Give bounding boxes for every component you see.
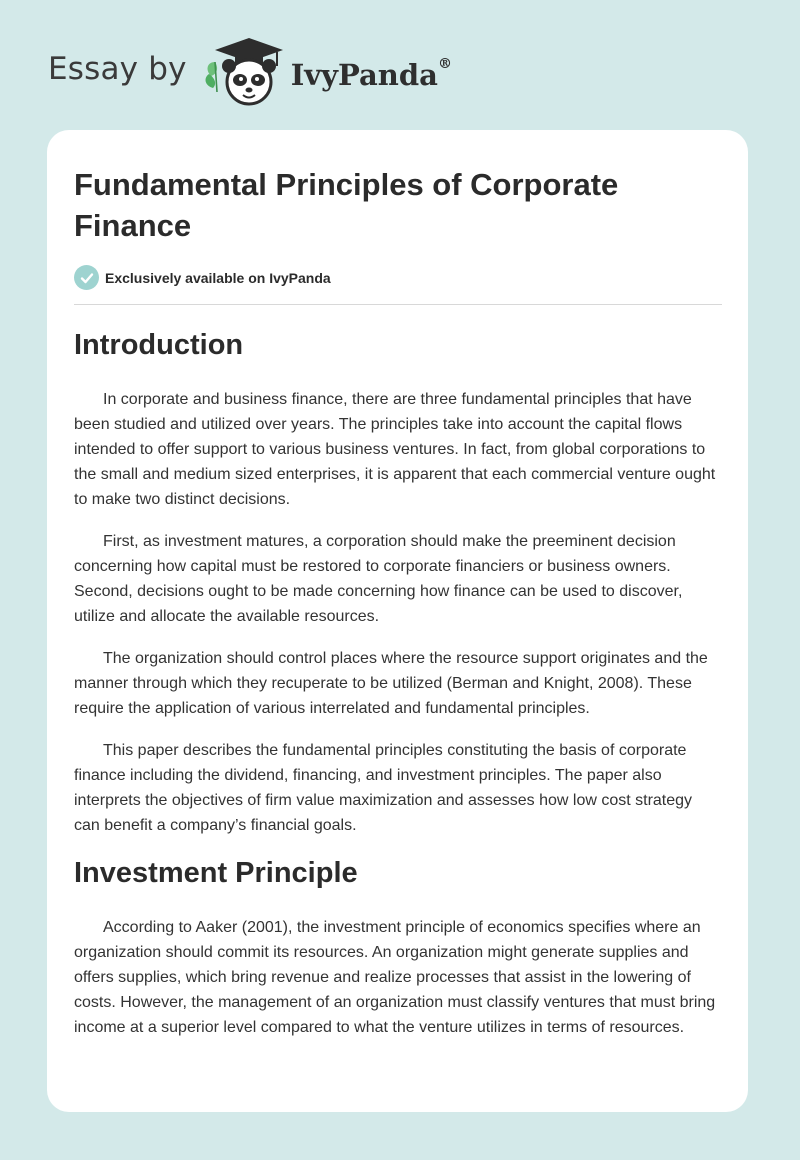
ivypanda-logo-icon — [201, 36, 287, 108]
paragraph: In corporate and business finance, there are three fundamental principles that have been studied and utilized over years. The principles take into account the capital flows intended to offer support to various business ventures. In fact, from global corporations to the small and medium sized enterprises, it is apparent that each commercial venture ought to make two distinct decisions. — [74, 391, 716, 508]
registered-mark: ® — [437, 56, 452, 72]
article-card — [47, 130, 748, 1112]
paragraph: According to Aaker (2001), the investment principle of economics specifies where an organization should commit its resources. An organization might generate supplies and offers supplies, which bring revenue and realize processes that assist in the lowering of costs. However, the management of an organization must classify ventures that must bring income at a superior level compared to what the venture utilizes in terms of resources. — [74, 919, 716, 1036]
brand-name — [291, 58, 452, 92]
essay-by-label: Essay by — [48, 51, 187, 87]
paragraph: First, as investment matures, a corporation should make the preeminent decision concerning how capital must be restored to corporate financiers or business owners. Second, decisions ought to be made concerning how finance can be used to discover, utilize and allocate the available resources. — [74, 533, 683, 625]
section-heading: Introduction — [74, 329, 244, 361]
exclusive-badge — [74, 265, 722, 305]
paragraph: This paper describes the fundamental principles constituting the basis of corporate finance including the dividend, financing, and investment principles. The paper also interprets the objectives of firm value maximization and assesses how low cost strategy can benefit a company’s financial goals. — [74, 742, 693, 834]
exclusive-label: Exclusively available on IvyPanda — [105, 269, 331, 286]
brand-text: IvyPanda — [290, 58, 438, 92]
section-heading: Investment Principle — [74, 857, 358, 889]
paragraph: The organization should control places where the resource support originates and the manner through which they recuperate to be utilized (Berman and Knight, 2008). These require the application of various interrelated and fundamental principles. — [74, 650, 708, 717]
check-icon — [74, 265, 99, 290]
article-title: Fundamental Principles of Corporate Finance — [74, 167, 619, 243]
site-header — [48, 36, 452, 108]
